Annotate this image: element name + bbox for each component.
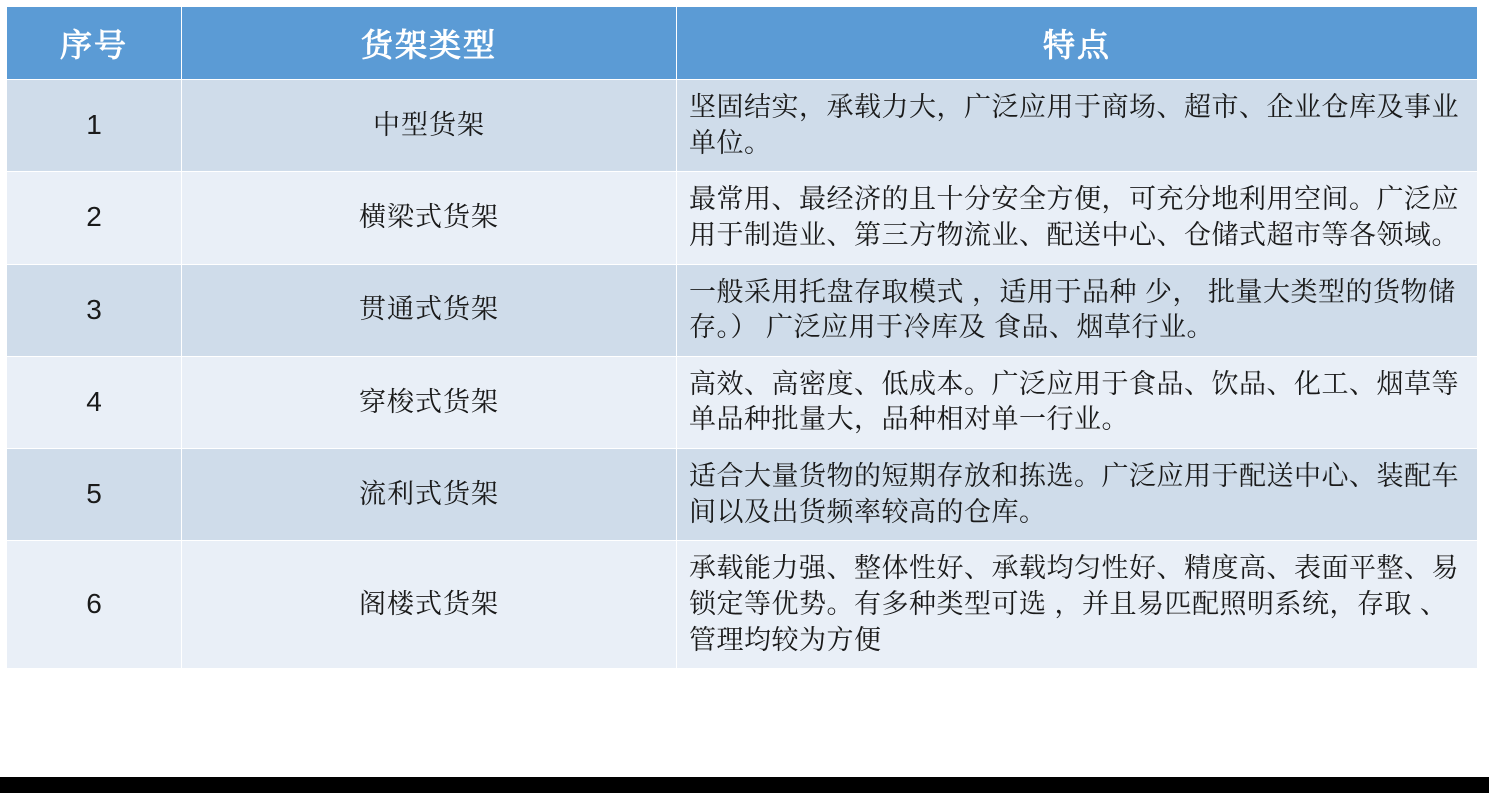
cell-index: 4 <box>7 356 182 448</box>
cell-type: 横梁式货架 <box>182 172 677 264</box>
cell-type: 阁楼式货架 <box>182 541 677 669</box>
cell-feature: 最常用、最经济的且十分安全方便，可充分地利用空间。广泛应用于制造业、第三方物流业、配送中心、仓储式超市等各领域。 <box>677 172 1478 264</box>
column-header-index: 序号 <box>7 7 182 80</box>
cell-index: 1 <box>7 80 182 172</box>
cell-index: 5 <box>7 449 182 541</box>
cell-type: 贯通式货架 <box>182 264 677 356</box>
column-header-type: 货架类型 <box>182 7 677 80</box>
cell-type: 流利式货架 <box>182 449 677 541</box>
table-row <box>7 356 1478 448</box>
table-row <box>7 449 1478 541</box>
cell-feature: 坚固结实，承载力大，广泛应用于商场、超市、企业仓库及事业单位。 <box>677 80 1478 172</box>
cell-type: 穿梭式货架 <box>182 356 677 448</box>
table-header <box>7 7 1478 80</box>
table-row <box>7 80 1478 172</box>
cell-index: 3 <box>7 264 182 356</box>
right-margin <box>1477 6 1489 793</box>
cell-index: 2 <box>7 172 182 264</box>
cell-type: 中型货架 <box>182 80 677 172</box>
cell-feature: 适合大量货物的短期存放和拣选。广泛应用于配送中心、装配车间以及出货频率较高的仓库。 <box>677 449 1478 541</box>
table-row <box>7 264 1478 356</box>
bottom-black-bar <box>0 777 1489 793</box>
table-row <box>7 172 1478 264</box>
cell-index: 6 <box>7 541 182 669</box>
table-body <box>7 80 1478 669</box>
table-row <box>7 541 1478 669</box>
column-header-feature: 特点 <box>677 7 1478 80</box>
cell-feature: 一般采用托盘存取模式 ，适用于品种 少， 批量大类型的货物储存。） 广泛应用于冷库及 食品、烟草行业。 <box>677 264 1478 356</box>
slide-page <box>0 6 1489 793</box>
cell-feature: 承载能力强、整体性好、承载均匀性好、精度高、表面平整、易锁定等优势。有多种类型可选 ，并且易匹配照明系统，存取 、 管理均较为方便 <box>677 541 1478 669</box>
shelf-type-table <box>6 6 1478 669</box>
table-header-row <box>7 7 1478 80</box>
cell-feature: 高效、高密度、低成本。广泛应用于食品、饮品、化工、烟草等单品种批量大，品种相对单一行业。 <box>677 356 1478 448</box>
